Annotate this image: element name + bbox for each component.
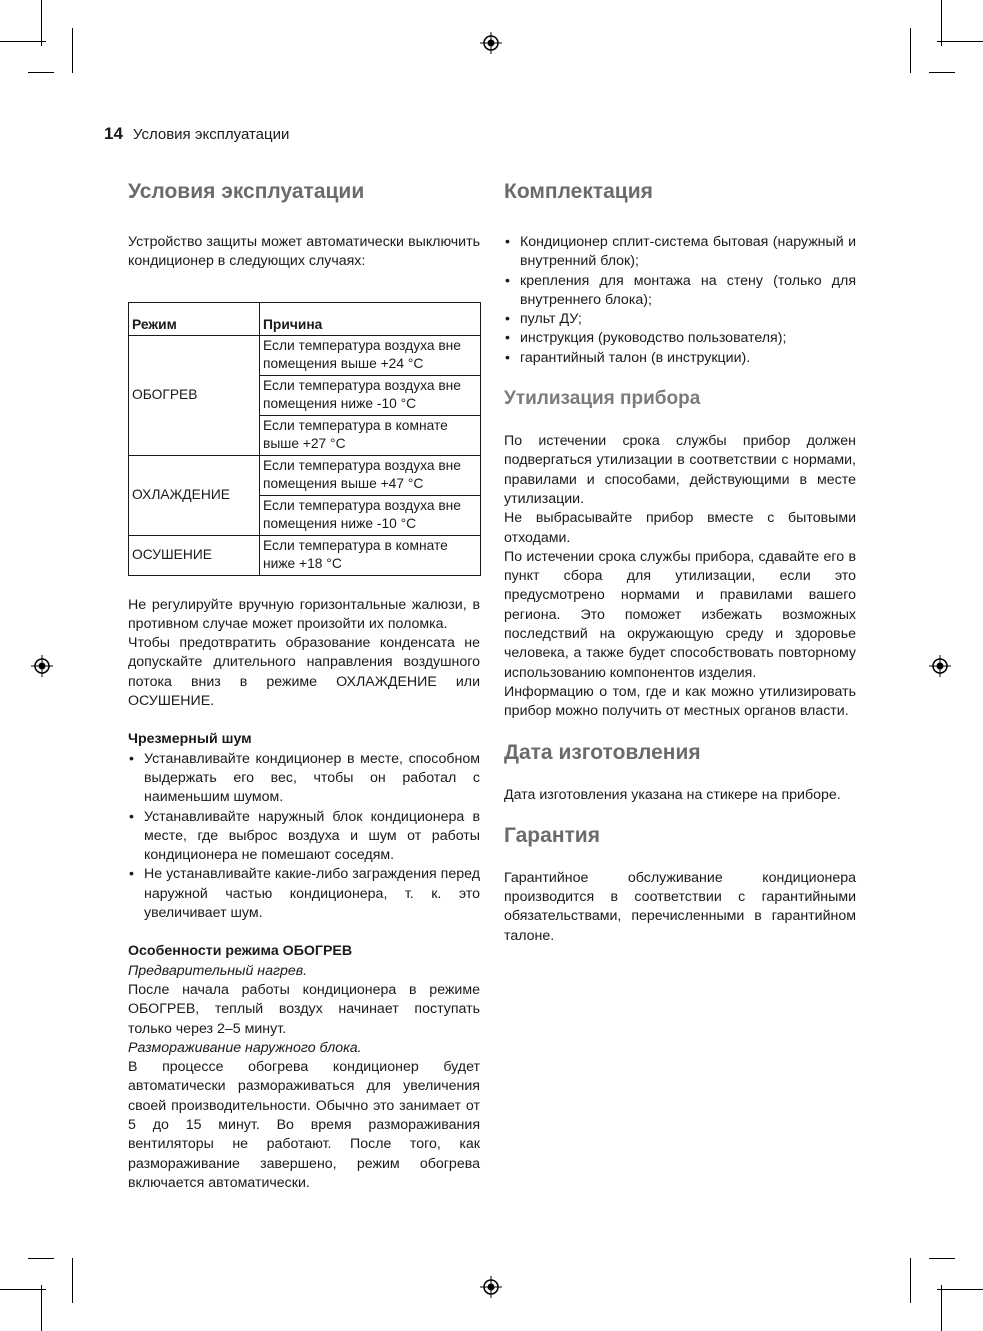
disposal-paragraph: Информацию о том, где и как можно утилизировать прибор можно получить от местных органов власти.	[504, 683, 856, 720]
table-cell-cause: Если температура воздуха вне помещения выше +24 °C	[260, 335, 481, 375]
crop-mark	[910, 28, 911, 73]
section-title-warranty: Гарантия	[504, 823, 600, 847]
list-item: • инструкция (руководство пользователя);	[504, 329, 856, 348]
registration-mark-icon	[480, 1276, 502, 1298]
table-cell-cause: Если температура воздуха вне помещения ниже -10 °C	[260, 495, 481, 535]
crop-mark	[28, 1258, 54, 1259]
crop-mark	[28, 72, 54, 73]
crop-mark	[941, 1285, 942, 1331]
disposal-paragraph: По истечении срока службы прибора, сдавайте его в пункт сбора для утилизации, если это предусмотрено нормами и правилами вашего региона. Это поможет избежать возможных последствий на окружающую среду и здоровье человека, а также будет способствовать повторному использованию компонентов изделия.	[504, 548, 856, 681]
list-item: • пульт ДУ;	[504, 310, 856, 329]
crop-mark	[41, 1285, 42, 1331]
section-title-disposal: Утилизация прибора	[504, 388, 701, 410]
preheat-paragraph: После начала работы кондиционера в режиме ОБОГРЕВ, теплый воздух начинает поступать только через 2–5 минут.	[128, 981, 480, 1037]
crop-mark	[0, 1289, 46, 1290]
preheat-subtitle: Предварительный нагрев.	[128, 962, 308, 979]
protection-table	[128, 302, 481, 576]
page-number: 14	[104, 124, 123, 143]
section-title-manufacture: Дата изготовления	[504, 740, 701, 764]
table-cell-mode: ОСУШЕНИЕ	[129, 535, 260, 575]
crop-mark	[929, 72, 955, 73]
crop-mark	[941, 0, 942, 46]
disposal-paragraph: Не выбрасывайте прибор вместе с бытовыми отходами.	[504, 510, 856, 546]
louvers-paragraph: Не регулируйте вручную горизонтальные жалюзи, в противном случае может произойти их поломка.	[128, 596, 480, 632]
table-cell-mode: ОБОГРЕВ	[129, 335, 260, 455]
crop-mark	[937, 1289, 983, 1290]
crop-mark	[72, 1258, 73, 1303]
manufacture-paragraph: Дата изготовления указана на стикере на приборе.	[504, 786, 841, 803]
running-head	[104, 124, 289, 144]
table-row	[129, 455, 481, 495]
registration-mark-icon	[31, 655, 53, 677]
left-column	[128, 178, 480, 1193]
crop-mark	[72, 28, 73, 73]
noise-subtitle: Чрезмерный шум	[128, 731, 252, 748]
table-cell-cause: Если температура в комнате ниже +18 °C	[260, 535, 481, 575]
table-row	[129, 335, 481, 375]
section-title-operating-conditions: Условия эксплуатации	[128, 180, 365, 203]
list-item: • крепления для монтажа на стену (только для внутреннего блока);	[504, 272, 856, 311]
table-row	[129, 535, 481, 575]
list-item: • Устанавливайте кондиционер в месте, способном выдержать его вес, чтобы он работал с наименьшим шумом.	[128, 750, 480, 808]
crop-mark	[0, 41, 46, 42]
registration-mark-icon	[929, 655, 951, 677]
list-item: • Кондиционер сплит-система бытовая (наружный и внутренний блок);	[504, 233, 856, 272]
crop-mark	[910, 1258, 911, 1303]
list-item: • Устанавливайте наружный блок кондиционера в месте, где выброс воздуха и шум от работы кондиционера не помешают соседям.	[128, 808, 480, 866]
list-item: • гарантийный талон (в инструкции).	[504, 349, 856, 368]
table-header-row	[129, 302, 481, 335]
crop-mark	[937, 41, 983, 42]
table-cell-cause: Если температура в комнате выше +27 °C	[260, 415, 481, 455]
disposal-paragraph: По истечении срока службы прибор должен подвергаться утилизации в соответствии с нормами, правилами и способами, действующими в месте утилизации.	[504, 433, 856, 507]
intro-paragraph: Устройство защиты может автоматически выключить кондиционер в следующих случаях:	[128, 234, 480, 270]
table-cell-cause: Если температура воздуха вне помещения выше +47 °C	[260, 455, 481, 495]
warranty-paragraph: Гарантийное обслуживание кондиционера производится в соответствии с гарантийными обязательствами, перечисленными в гарантийном талоне.	[504, 869, 856, 944]
package-list	[504, 233, 856, 368]
table-cell-mode: ОХЛАЖДЕНИЕ	[129, 455, 260, 535]
heating-subtitle: Особенности режима ОБОГРЕВ	[128, 943, 353, 960]
defrost-paragraph: В процессе обогрева кондиционер будет автоматически размораживаться для увеличения своей производительности. Обычно это занимает от 5 до 15 минут. Во время размораживания вентиляторы не работают. После того, как размораживание завершено, режим обогрева включается автоматически.	[128, 1059, 480, 1191]
table-cell-cause: Если температура воздуха вне помещения ниже -10 °C	[260, 375, 481, 415]
defrost-subtitle: Размораживание наружного блока.	[128, 1039, 362, 1056]
running-head-title: Условия эксплуатации	[132, 126, 290, 143]
right-column	[504, 178, 856, 946]
section-title-package: Комплектация	[504, 180, 653, 203]
noise-list	[128, 750, 480, 924]
table-header-mode: Режим	[129, 302, 260, 335]
crop-mark	[929, 1258, 955, 1259]
registration-mark-icon	[480, 32, 502, 54]
crop-mark	[41, 0, 42, 46]
condensate-paragraph: Чтобы предотвратить образование конденсата не допускайте длительного направления воздушного потока вниз в режиме ОХЛАЖДЕНИЕ или ОСУШЕНИЕ.	[128, 635, 480, 710]
table-header-cause: Причина	[260, 302, 481, 335]
list-item: • Не устанавливайте какие-либо заграждения перед наружной частью кондиционера, т. к. это увеличивает шум.	[128, 865, 480, 923]
